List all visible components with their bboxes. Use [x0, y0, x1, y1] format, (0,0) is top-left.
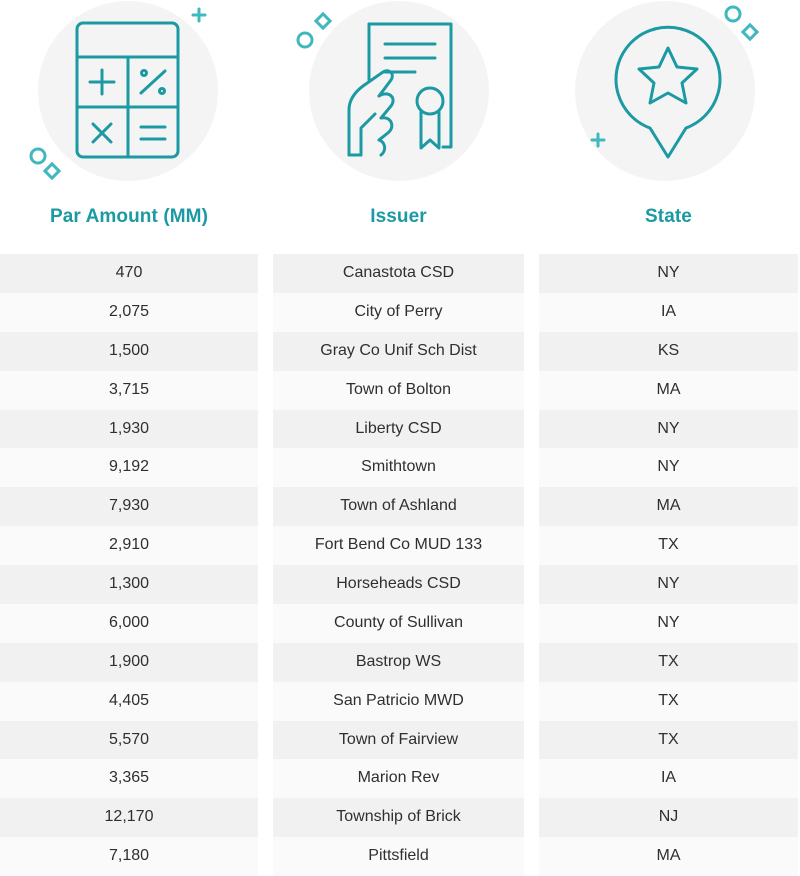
issuer-cell: Township of Brick — [273, 798, 524, 837]
issuer-cell: City of Perry — [273, 293, 524, 332]
state-cell: NJ — [539, 798, 798, 837]
header-par-amount: Par Amount (MM) — [49, 206, 209, 227]
par-amount-cell: 6,000 — [0, 604, 258, 643]
state-cell: MA — [539, 837, 798, 876]
par-amount-cell: 5,570 — [0, 721, 258, 760]
state-cell: IA — [539, 293, 798, 332]
state-cell: MA — [539, 371, 798, 410]
location-star-icon — [569, 0, 769, 196]
state-column — [539, 0, 798, 865]
state-cell: NY — [539, 565, 798, 604]
par-amount-cell: 2,910 — [0, 526, 258, 565]
issuer-cell: County of Sullivan — [273, 604, 524, 643]
par-amount-cell: 470 — [0, 254, 258, 293]
state-icon-area — [539, 0, 798, 196]
par-amount-cell: 2,075 — [0, 293, 258, 332]
issuer-cell: Smithtown — [273, 448, 524, 487]
state-cell: NY — [539, 604, 798, 643]
issuer-icon-area — [273, 0, 524, 196]
certificate-icon — [299, 0, 499, 196]
par-amount-cell: 1,300 — [0, 565, 258, 604]
header-issuer: Issuer — [370, 206, 427, 227]
issuer-cell: Town of Bolton — [273, 371, 524, 410]
issuer-cell: Town of Ashland — [273, 487, 524, 526]
issuer-rows — [273, 254, 524, 876]
state-cell: IA — [539, 759, 798, 798]
par-amount-cell: 4,405 — [0, 682, 258, 721]
issuer-cell: Fort Bend Co MUD 133 — [273, 526, 524, 565]
calculator-icon — [29, 0, 229, 196]
par-amount-cell: 1,930 — [0, 410, 258, 449]
par-amount-icon-area — [0, 0, 258, 196]
par-amount-cell: 9,192 — [0, 448, 258, 487]
state-cell: TX — [539, 643, 798, 682]
state-cell: TX — [539, 721, 798, 760]
state-cell: MA — [539, 487, 798, 526]
issuer-cell: Liberty CSD — [273, 410, 524, 449]
issuer-cell: Bastrop WS — [273, 643, 524, 682]
header-state: State — [645, 206, 692, 227]
state-cell: TX — [539, 526, 798, 565]
par-amount-cell: 12,170 — [0, 798, 258, 837]
state-cell: NY — [539, 448, 798, 487]
state-rows — [539, 254, 798, 876]
state-cell: TX — [539, 682, 798, 721]
par-amount-column — [0, 0, 258, 865]
par-amount-cell: 3,365 — [0, 759, 258, 798]
par-amount-cell: 1,900 — [0, 643, 258, 682]
par-amount-cell: 3,715 — [0, 371, 258, 410]
state-cell: NY — [539, 410, 798, 449]
issuer-cell: Canastota CSD — [273, 254, 524, 293]
state-cell: KS — [539, 332, 798, 371]
par-amount-cell: 7,930 — [0, 487, 258, 526]
state-cell: NY — [539, 254, 798, 293]
issuer-cell: Gray Co Unif Sch Dist — [273, 332, 524, 371]
issuer-column — [273, 0, 524, 865]
issuer-cell: Town of Fairview — [273, 721, 524, 760]
issuer-cell: Horseheads CSD — [273, 565, 524, 604]
par-amount-cell: 1,500 — [0, 332, 258, 371]
issuer-cell: Pittsfield — [273, 837, 524, 876]
par-amount-cell: 7,180 — [0, 837, 258, 876]
issuer-cell: Marion Rev — [273, 759, 524, 798]
par-amount-rows — [0, 254, 258, 876]
issuer-cell: San Patricio MWD — [273, 682, 524, 721]
